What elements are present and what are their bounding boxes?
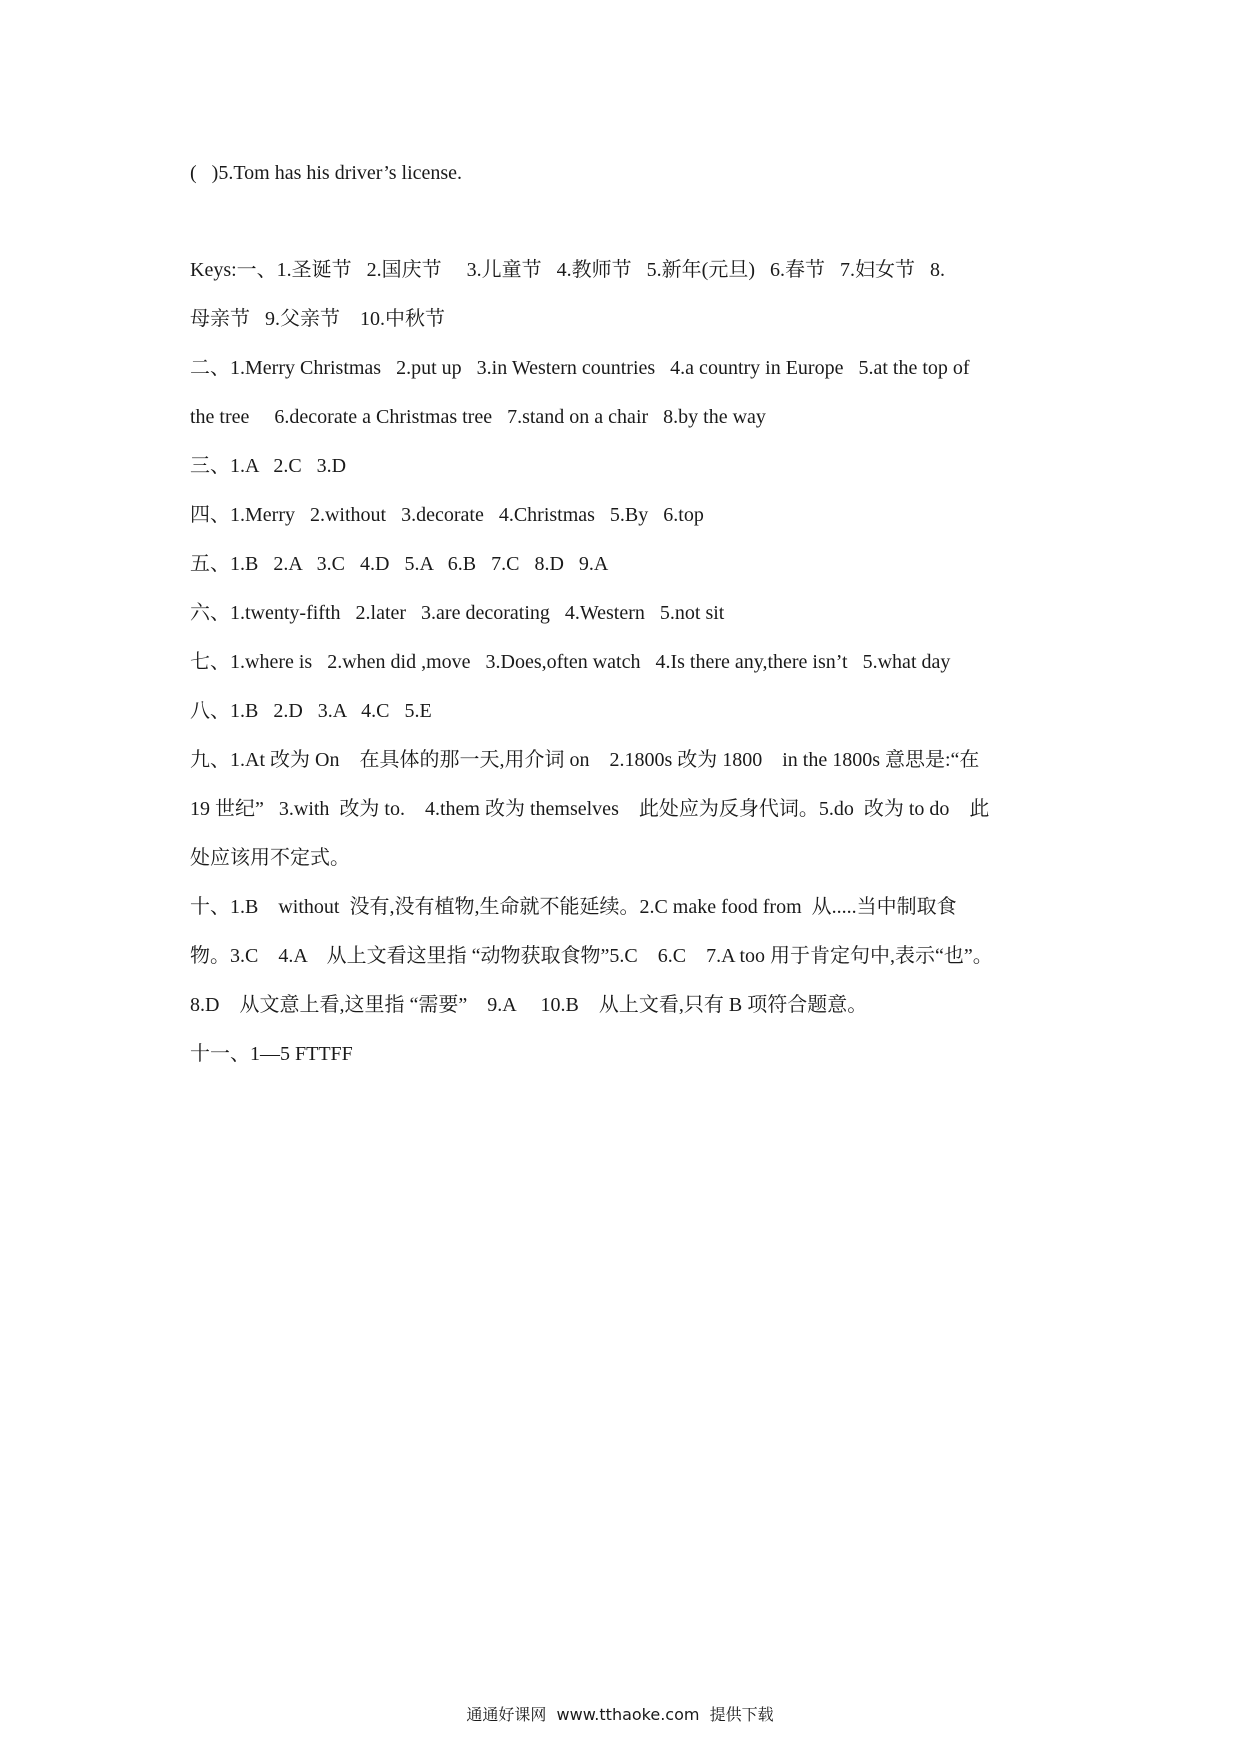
keys-line-9: 七、1.where is 2.when did ,move 3.Does,often watch 4.Is there any,there isn’t 5.what day [190,651,951,673]
keys-line-12: 19 世纪” 3.with 改为 to. 4.them 改为 themselves 此处应为反身代词。5.do 改为 to do 此 [190,798,990,820]
keys-line-2: 母亲节 9.父亲节 10.中秋节 [190,308,445,330]
keys-line-14: 十、1.B without 没有,没有植物,生命就不能延续。2.C make food from 从.....当中制取食 [190,896,957,918]
keys-line-17: 十一、1—5 FTTFF [190,1043,353,1065]
keys-line-3: 二、1.Merry Christmas 2.put up 3.in Western countries 4.a country in Europe 5.at the top of [190,357,970,379]
keys-line-10: 八、1.B 2.D 3.A 4.C 5.E [190,700,432,722]
keys-line-4: the tree 6.decorate a Christmas tree 7.stand on a chair 8.by the way [190,406,766,428]
keys-line-11: 九、1.At 改为 On 在具体的那一天,用介词 on 2.1800s 改为 1800 in the 1800s 意思是:“在 [190,749,980,771]
keys-line-6: 四、1.Merry 2.without 3.decorate 4.Christmas 5.By 6.top [190,504,704,526]
keys-line-8: 六、1.twenty-fifth 2.later 3.are decorating 4.Western 5.not sit [190,602,725,624]
question-line: ( )5.Tom has his driver’s license. [190,162,463,184]
page-footer: 通通好课网 www.tthaoke.com 提供下载 [466,1705,774,1724]
keys-line-1: Keys:一、1.圣诞节 2.国庆节 3.儿童节 4.教师节 5.新年(元旦) 6.春节 7.妇女节 8. [190,259,945,281]
keys-line-7: 五、1.B 2.A 3.C 4.D 5.A 6.B 7.C 8.D 9.A [190,553,609,575]
keys-line-13: 处应该用不定式。 [190,847,350,869]
keys-line-15: 物。3.C 4.A 从上文看这里指 “动物获取食物”5.C 6.C 7.A too 用于肯定句中,表示“也”。 [190,945,993,967]
keys-line-5: 三、1.A 2.C 3.D [190,455,347,477]
keys-line-16: 8.D 从文意上看,这里指 “需要” 9.A 10.B 从上文看,只有 B 项符合题意。 [190,994,868,1016]
